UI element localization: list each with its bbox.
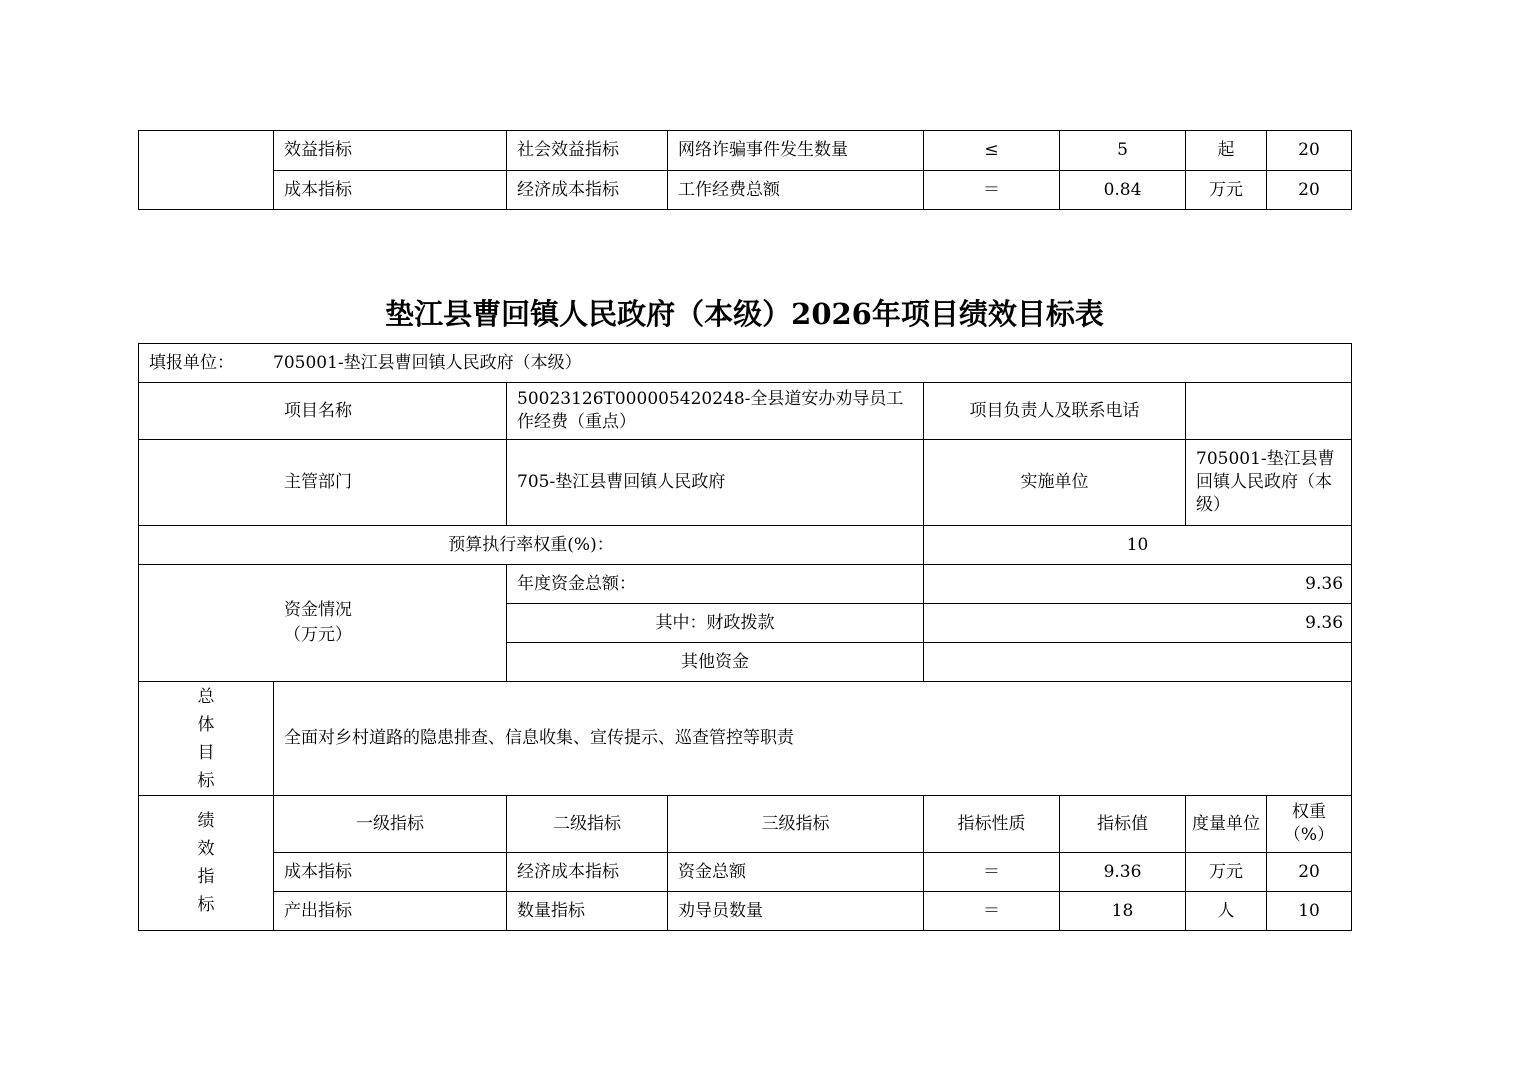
overall-goal-value: 全面对乡村道路的隐患排查、信息收集、宣传提示、巡查管控等职责 [274, 682, 1352, 796]
table-row [139, 892, 1352, 931]
funds-label [139, 565, 507, 682]
other-funds-label: 其他资金 [507, 643, 924, 682]
fill-unit-row [139, 344, 1352, 383]
table-row [139, 853, 1352, 892]
annual-total-row [139, 565, 1352, 604]
indicator-value: 18 [1060, 892, 1186, 931]
overall-goal-char: 目 [197, 742, 215, 763]
overall-goal-char: 总 [197, 686, 215, 707]
annual-total-label: 年度资金总额： [507, 565, 924, 604]
contact-value [1186, 383, 1352, 440]
indicator-nature: ＝ [924, 853, 1060, 892]
fiscal-value: 9.36 [924, 604, 1352, 643]
dept-label: 主管部门 [139, 440, 507, 526]
header-unit: 度量单位 [1186, 796, 1267, 853]
level2-indicator: 经济成本指标 [507, 853, 668, 892]
contact-label: 项目负责人及联系电话 [924, 383, 1186, 440]
level2-indicator: 经济成本指标 [507, 171, 668, 210]
header-nature: 指标性质 [924, 796, 1060, 853]
perf-label-char: 标 [197, 895, 215, 915]
perf-label-char: 效 [197, 839, 215, 859]
other-funds-value [924, 643, 1352, 682]
overall-goal-row [139, 682, 1352, 796]
impl-value: 705001-垫江县曹回镇人民政府（本级） [1186, 440, 1352, 526]
header-level2: 二级指标 [507, 796, 668, 853]
indicator-nature: ＝ [924, 892, 1060, 931]
indicator-nature: ＝ [924, 171, 1060, 210]
level1-indicator: 成本指标 [274, 853, 507, 892]
fill-unit-label: 填报单位： [149, 352, 234, 373]
continued-indicator-table [138, 130, 1352, 210]
indicator-nature: ≤ [924, 131, 1060, 171]
indicator-header-row [139, 796, 1352, 853]
fill-unit-value: 705001-垫江县曹回镇人民政府（本级） [273, 352, 582, 373]
level3-indicator: 资金总额 [668, 853, 924, 892]
indicator-unit: 万元 [1186, 171, 1267, 210]
perf-label-char: 绩 [197, 811, 215, 831]
perf-label-char: 指 [197, 867, 215, 887]
funds-label-line1: 资金情况 [284, 600, 352, 620]
indicator-unit: 万元 [1186, 853, 1267, 892]
overall-goal-char: 标 [197, 770, 215, 791]
project-name-value: 50023126T000005420248-全县道安办劝导员工作经费（重点） [507, 383, 924, 440]
header-weight: 权重（%） [1267, 796, 1352, 853]
indicator-unit: 人 [1186, 892, 1267, 931]
table-row [139, 171, 1352, 210]
fill-unit-cell [139, 344, 1352, 383]
indicator-value: 5 [1060, 131, 1186, 171]
indicator-weight: 20 [1267, 171, 1352, 210]
dept-value: 705-垫江县曹回镇人民政府 [507, 440, 924, 526]
project-name-label: 项目名称 [139, 383, 507, 440]
budget-rate-value: 10 [924, 526, 1352, 565]
level1-indicator: 产出指标 [274, 892, 507, 931]
level1-indicator: 效益指标 [274, 131, 507, 171]
annual-total-value: 9.36 [924, 565, 1352, 604]
indicator-value: 9.36 [1060, 853, 1186, 892]
empty-cell [139, 131, 274, 210]
indicator-weight: 20 [1267, 131, 1352, 171]
page-title: 垫江县曹回镇人民政府（本级）2026年项目绩效目标表 [385, 297, 1104, 331]
indicator-weight: 10 [1267, 892, 1352, 931]
indicator-weight: 20 [1267, 853, 1352, 892]
overall-goal-char: 体 [197, 714, 215, 735]
level3-indicator: 工作经费总额 [668, 171, 924, 210]
budget-rate-label: 预算执行率权重(%)： [139, 526, 924, 565]
project-name-row [139, 383, 1352, 440]
level3-indicator: 劝导员数量 [668, 892, 924, 931]
header-level3: 三级指标 [668, 796, 924, 853]
indicator-value: 0.84 [1060, 171, 1186, 210]
overall-goal-label [139, 682, 274, 796]
header-value: 指标值 [1060, 796, 1186, 853]
table-row [139, 131, 1352, 171]
impl-label: 实施单位 [924, 440, 1186, 526]
level1-indicator: 成本指标 [274, 171, 507, 210]
level2-indicator: 社会效益指标 [507, 131, 668, 171]
perf-indicator-label [139, 796, 274, 931]
department-row [139, 440, 1352, 526]
fiscal-label: 其中：财政拨款 [507, 604, 924, 643]
performance-target-table [138, 343, 1352, 931]
header-level1: 一级指标 [274, 796, 507, 853]
level2-indicator: 数量指标 [507, 892, 668, 931]
level3-indicator: 网络诈骗事件发生数量 [668, 131, 924, 171]
funds-label-line2: （万元） [284, 625, 352, 645]
indicator-unit: 起 [1186, 131, 1267, 171]
budget-rate-row [139, 526, 1352, 565]
